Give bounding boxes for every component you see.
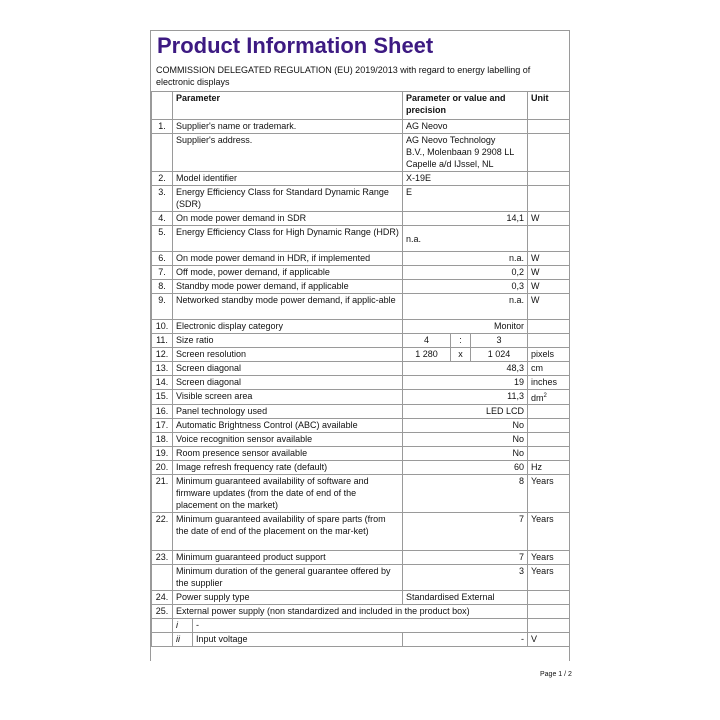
row-unit bbox=[528, 226, 570, 252]
row-value: 0,3 bbox=[403, 280, 528, 294]
row-unit bbox=[528, 419, 570, 433]
row-parameter: Standby mode power demand, if applicable bbox=[173, 280, 403, 294]
table-row bbox=[152, 120, 570, 134]
row-parameter: Off mode, power demand, if applicable bbox=[173, 266, 403, 280]
table-row bbox=[152, 226, 570, 252]
address-line-1: AG Neovo Technology bbox=[406, 135, 496, 145]
table-row bbox=[152, 390, 570, 405]
row-unit: W bbox=[528, 252, 570, 266]
row-unit: inches bbox=[528, 376, 570, 390]
row-number: 14. bbox=[152, 376, 173, 390]
row-number: 1. bbox=[152, 120, 173, 134]
row-unit bbox=[528, 334, 570, 348]
table-row bbox=[152, 633, 570, 647]
row-parameter: Panel technology used bbox=[173, 405, 403, 419]
table-row bbox=[152, 461, 570, 475]
table-row bbox=[152, 266, 570, 280]
header-unit: Unit bbox=[528, 92, 570, 120]
table-row bbox=[152, 294, 570, 320]
table-row bbox=[152, 475, 570, 513]
sub-index: i bbox=[173, 619, 193, 633]
table-row bbox=[152, 362, 570, 376]
row-value bbox=[403, 226, 528, 252]
row-parameter: Minimum guaranteed availability of software and firmware updates (from the date of end of the placement on the market) bbox=[173, 475, 403, 513]
row-parameter: Supplier's address. bbox=[173, 134, 403, 172]
row-unit: pixels bbox=[528, 348, 570, 362]
row-unit: W bbox=[528, 266, 570, 280]
table-row bbox=[152, 186, 570, 212]
table-row bbox=[152, 212, 570, 226]
address-line-2: B.V., Molenbaan 9 2908 LL bbox=[406, 147, 515, 157]
row-unit bbox=[528, 320, 570, 334]
row-parameter: Model identifier bbox=[173, 172, 403, 186]
row-parameter: Size ratio bbox=[173, 334, 403, 348]
row-unit bbox=[528, 390, 570, 405]
row-unit bbox=[528, 172, 570, 186]
row-number bbox=[152, 619, 173, 633]
table-row bbox=[152, 591, 570, 605]
row-parameter: Power supply type bbox=[173, 591, 403, 605]
header-value: Parameter or value and precision bbox=[403, 92, 528, 120]
row-parameter: On mode power demand in SDR bbox=[173, 212, 403, 226]
table-row bbox=[152, 433, 570, 447]
row-parameter: Voice recognition sensor available bbox=[173, 433, 403, 447]
resolution-width: 1 280 bbox=[403, 348, 451, 362]
row-number: 19. bbox=[152, 447, 173, 461]
row-parameter: External power supply (non standardized and included in the product box) bbox=[173, 605, 528, 619]
row-parameter: Automatic Brightness Control (ABC) available bbox=[173, 419, 403, 433]
row-unit: Years bbox=[528, 551, 570, 565]
row-unit: cm bbox=[528, 362, 570, 376]
row-parameter: Screen diagonal bbox=[173, 376, 403, 390]
row-number: 16. bbox=[152, 405, 173, 419]
page-number: Page 1 / 2 bbox=[540, 671, 572, 678]
row-number: 8. bbox=[152, 280, 173, 294]
row-value: 8 bbox=[403, 475, 528, 513]
row-number bbox=[152, 633, 173, 647]
table-row bbox=[152, 619, 570, 633]
ratio-separator: : bbox=[451, 334, 471, 348]
row-value: 60 bbox=[403, 461, 528, 475]
row-value: No bbox=[403, 447, 528, 461]
address-line-3: Capelle a/d IJssel, NL bbox=[406, 159, 494, 169]
table-row bbox=[152, 172, 570, 186]
row-parameter: Energy Efficiency Class for Standard Dynamic Range (SDR) bbox=[173, 186, 403, 212]
unit-superscript: 2 bbox=[543, 393, 547, 399]
row-value: - bbox=[403, 633, 528, 647]
table-row bbox=[152, 280, 570, 294]
table-row bbox=[152, 605, 570, 619]
row-number: 5. bbox=[152, 226, 173, 252]
row-number: 17. bbox=[152, 419, 173, 433]
row-unit: Years bbox=[528, 565, 570, 591]
row-value: 48,3 bbox=[403, 362, 528, 376]
row-number: 21. bbox=[152, 475, 173, 513]
row-value: 14,1 bbox=[403, 212, 528, 226]
row-parameter: Minimum guaranteed product support bbox=[173, 551, 403, 565]
product-table bbox=[151, 91, 570, 647]
row-number: 22. bbox=[152, 513, 173, 551]
row-value: No bbox=[403, 419, 528, 433]
table-row bbox=[152, 513, 570, 551]
row-parameter: Electronic display category bbox=[173, 320, 403, 334]
row-number: 12. bbox=[152, 348, 173, 362]
row-value: 3 bbox=[403, 565, 528, 591]
row-number: 2. bbox=[152, 172, 173, 186]
table-header-row bbox=[152, 92, 570, 120]
row-unit: Years bbox=[528, 513, 570, 551]
row-number: 6. bbox=[152, 252, 173, 266]
row-parameter: Supplier's name or trademark. bbox=[173, 120, 403, 134]
table-row bbox=[152, 320, 570, 334]
row-number: 24. bbox=[152, 591, 173, 605]
row-parameter: Visible screen area bbox=[173, 390, 403, 405]
table-row bbox=[152, 419, 570, 433]
table-row bbox=[152, 405, 570, 419]
row-parameter: Networked standby mode power demand, if applic-able bbox=[173, 294, 403, 320]
row-number bbox=[152, 134, 173, 172]
row-number bbox=[152, 565, 173, 591]
row-unit: W bbox=[528, 280, 570, 294]
table-row bbox=[152, 252, 570, 266]
row-number: 20. bbox=[152, 461, 173, 475]
row-value: Monitor bbox=[403, 320, 528, 334]
row-unit bbox=[528, 619, 570, 633]
row-value: n.a. bbox=[403, 294, 528, 320]
row-value: E bbox=[403, 186, 528, 212]
resolution-height: 1 024 bbox=[471, 348, 528, 362]
table-row bbox=[152, 348, 570, 362]
row-value: 19 bbox=[403, 376, 528, 390]
row-value: n.a. bbox=[403, 252, 528, 266]
row-parameter: Image refresh frequency rate (default) bbox=[173, 461, 403, 475]
row-value: X-19E bbox=[403, 172, 528, 186]
row-unit: Hz bbox=[528, 461, 570, 475]
row-value: 7 bbox=[403, 551, 528, 565]
row-unit bbox=[528, 134, 570, 172]
table-row bbox=[152, 334, 570, 348]
page-title: Product Information Sheet bbox=[157, 33, 434, 58]
row-unit bbox=[528, 447, 570, 461]
row-parameter: Input voltage bbox=[193, 633, 403, 647]
row-value: 11,3 bbox=[403, 390, 528, 405]
unit-text: dm bbox=[531, 393, 544, 403]
row-parameter: Minimum guaranteed availability of spare parts (from the date of end of the placement on the mar-ket) bbox=[173, 513, 403, 551]
table-row bbox=[152, 447, 570, 461]
table-row bbox=[152, 551, 570, 565]
row-number: 7. bbox=[152, 266, 173, 280]
row-unit bbox=[528, 186, 570, 212]
row-parameter: Energy Efficiency Class for High Dynamic Range (HDR) bbox=[173, 226, 403, 252]
row-number: 23. bbox=[152, 551, 173, 565]
header-num-cell bbox=[152, 92, 173, 120]
row-number: 25. bbox=[152, 605, 173, 619]
row-value: LED LCD bbox=[403, 405, 528, 419]
row-value-text: n.a. bbox=[406, 233, 422, 244]
row-parameter: Screen resolution bbox=[173, 348, 403, 362]
row-unit bbox=[528, 605, 570, 619]
row-number: 3. bbox=[152, 186, 173, 212]
row-value: Standardised External bbox=[403, 591, 528, 605]
row-value: 7 bbox=[403, 513, 528, 551]
row-parameter: On mode power demand in HDR, if implemented bbox=[173, 252, 403, 266]
row-number: 9. bbox=[152, 294, 173, 320]
row-unit: W bbox=[528, 212, 570, 226]
row-number: 11. bbox=[152, 334, 173, 348]
row-unit: W bbox=[528, 294, 570, 320]
row-unit: Years bbox=[528, 475, 570, 513]
header-parameter: Parameter bbox=[173, 92, 403, 120]
row-unit bbox=[528, 120, 570, 134]
row-number: 15. bbox=[152, 390, 173, 405]
resolution-separator: x bbox=[451, 348, 471, 362]
row-number: 18. bbox=[152, 433, 173, 447]
row-parameter: Minimum duration of the general guarantee offered by the supplier bbox=[173, 565, 403, 591]
product-information-sheet bbox=[150, 30, 570, 661]
sub-index: ii bbox=[173, 633, 193, 647]
regulation-subtitle: COMMISSION DELEGATED REGULATION (EU) 2019/2013 with regard to energy labelling of electronic displays bbox=[156, 65, 531, 87]
row-unit: V bbox=[528, 633, 570, 647]
ratio-height: 3 bbox=[471, 334, 528, 348]
row-parameter: Screen diagonal bbox=[173, 362, 403, 376]
row-parameter: Room presence sensor available bbox=[173, 447, 403, 461]
row-value: No bbox=[403, 433, 528, 447]
row-number: 13. bbox=[152, 362, 173, 376]
table-row bbox=[152, 376, 570, 390]
row-unit bbox=[528, 405, 570, 419]
row-unit bbox=[528, 433, 570, 447]
row-number: 4. bbox=[152, 212, 173, 226]
row-unit bbox=[528, 591, 570, 605]
row-value: AG Neovo bbox=[403, 120, 528, 134]
row-value bbox=[403, 134, 528, 172]
row-value: 0,2 bbox=[403, 266, 528, 280]
row-number: 10. bbox=[152, 320, 173, 334]
ratio-width: 4 bbox=[403, 334, 451, 348]
row-parameter: - bbox=[193, 619, 528, 633]
table-row bbox=[152, 565, 570, 591]
table-row bbox=[152, 134, 570, 172]
